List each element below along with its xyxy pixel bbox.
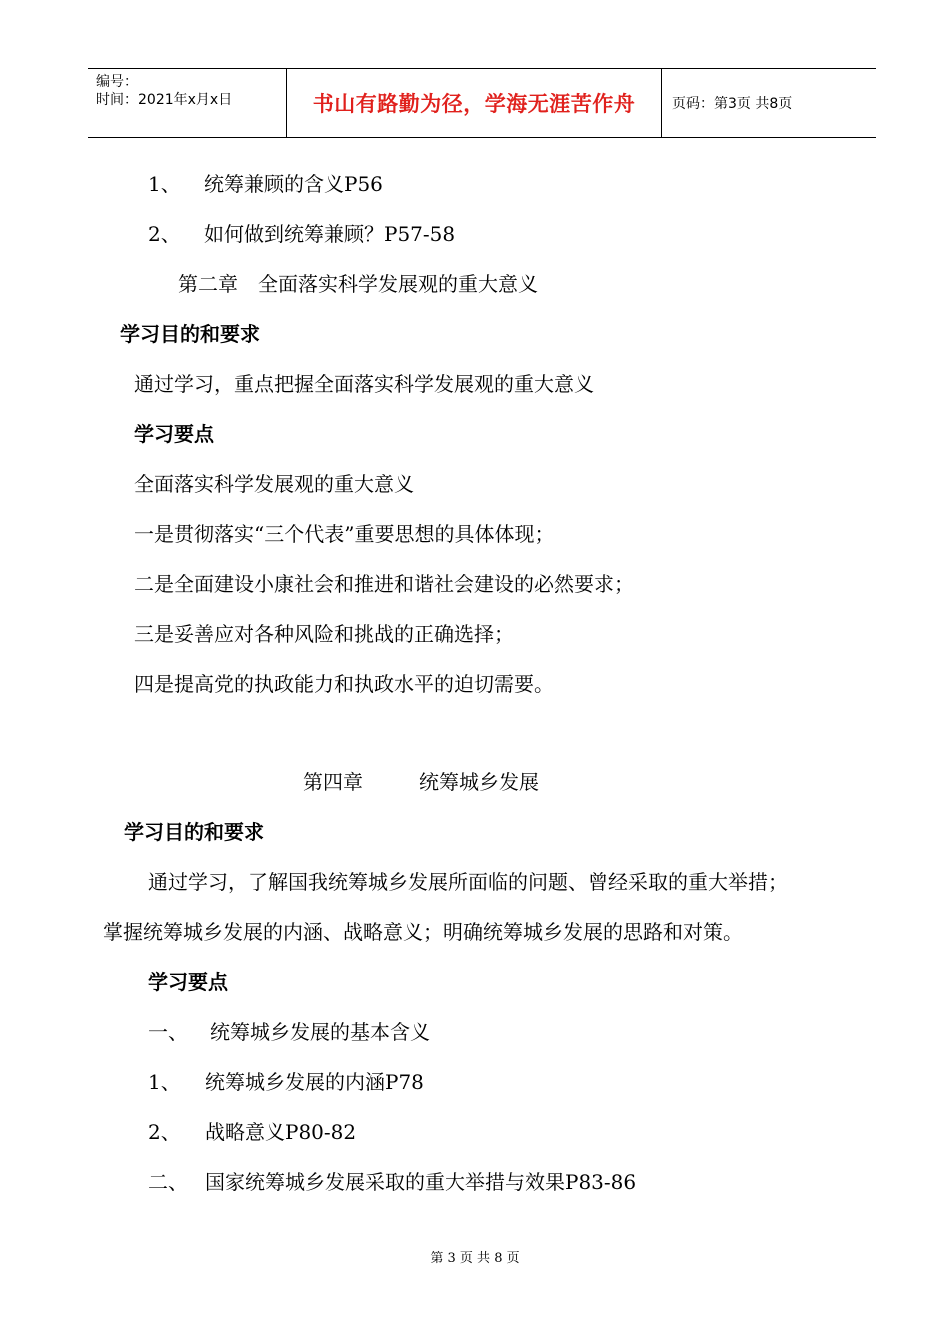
list-item bbox=[148, 1120, 356, 1144]
header-page-info: 页码：第3页 共8页 bbox=[672, 96, 793, 112]
header-motto-cell bbox=[287, 69, 662, 137]
paragraph: 四是提高党的执政能力和执政水平的迫切需要。 bbox=[134, 672, 554, 696]
paragraph: 通过学习，重点把握全面落实科学发展观的重大意义 bbox=[134, 372, 594, 396]
paragraph: 掌握统筹城乡发展的内涵、战略意义；明确统筹城乡发展的思路和对策。 bbox=[103, 920, 743, 944]
header-motto: 书山有路勤为径，学海无涯苦作舟 bbox=[312, 92, 636, 116]
section-heading: 学习要点 bbox=[134, 422, 214, 446]
list-item bbox=[148, 222, 455, 246]
chapter-number: 第四章 bbox=[303, 770, 363, 794]
header-meta bbox=[88, 69, 287, 137]
header-date: 时间：2021年x月x日 bbox=[96, 92, 233, 108]
paragraph: 全面落实科学发展观的重大意义 bbox=[134, 472, 414, 496]
header-number: 编号： bbox=[96, 74, 138, 90]
chapter-name: 统筹城乡发展 bbox=[419, 770, 539, 794]
list-text: 统筹城乡发展的基本含义 bbox=[210, 1020, 430, 1044]
list-number: 1、 bbox=[148, 172, 181, 196]
list-number: 二、 bbox=[148, 1170, 188, 1194]
list-number: 1、 bbox=[148, 1070, 181, 1094]
list-text: 战略意义P80-82 bbox=[205, 1120, 357, 1144]
page-footer: 第 3 页 共 8 页 bbox=[430, 1251, 520, 1266]
paragraph: 三是妥善应对各种风险和挑战的正确选择； bbox=[134, 622, 514, 646]
paragraph: 一是贯彻落实“三个代表”重要思想的具体体现； bbox=[134, 522, 555, 546]
list-item bbox=[148, 172, 383, 196]
chapter-four-title bbox=[303, 770, 539, 794]
section-heading: 学习目的和要求 bbox=[124, 820, 264, 844]
list-text: 统筹兼顾的含义P56 bbox=[204, 172, 383, 196]
list-number: 2、 bbox=[148, 1120, 181, 1144]
paragraph: 通过学习，了解国我统筹城乡发展所面临的问题、曾经采取的重大举措； bbox=[148, 870, 788, 894]
chapter-two-title: 第二章 全面落实科学发展观的重大意义 bbox=[178, 272, 538, 296]
section-heading: 学习要点 bbox=[148, 970, 228, 994]
list-number: 2、 bbox=[148, 222, 181, 246]
list-text: 国家统筹城乡发展采取的重大举措与效果P83-86 bbox=[205, 1170, 637, 1194]
list-item bbox=[148, 1020, 430, 1044]
list-text: 如何做到统筹兼顾？P57-58 bbox=[204, 222, 456, 246]
list-text: 统筹城乡发展的内涵P78 bbox=[205, 1070, 424, 1094]
section-heading: 学习目的和要求 bbox=[120, 322, 260, 346]
list-item bbox=[148, 1170, 636, 1194]
list-item bbox=[148, 1070, 424, 1094]
paragraph: 二是全面建设小康社会和推进和谐社会建设的必然要求； bbox=[134, 572, 634, 596]
page-header bbox=[88, 68, 876, 138]
list-number: 一、 bbox=[148, 1020, 188, 1044]
